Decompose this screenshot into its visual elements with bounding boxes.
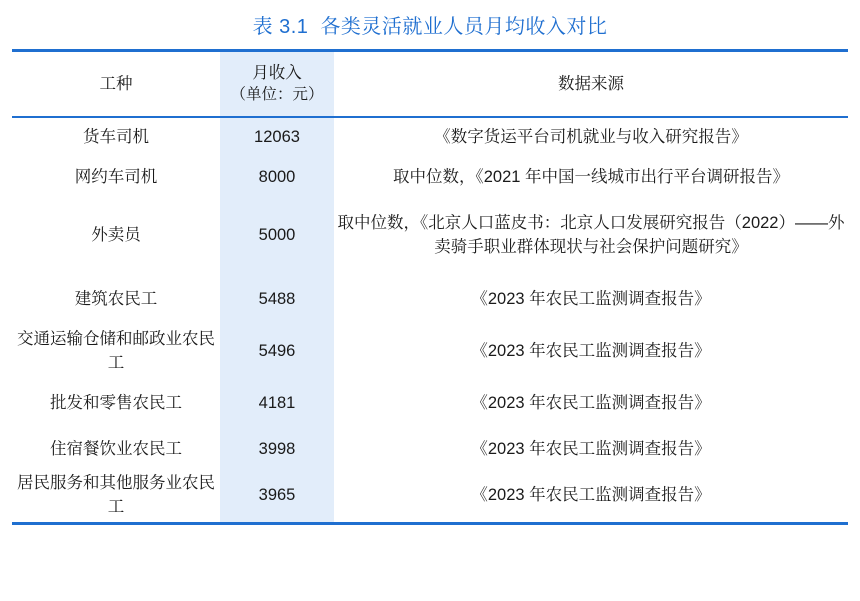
cell-job: 网约车司机	[74, 168, 158, 187]
table-row	[12, 326, 848, 378]
cell-source: 《2023 年农民工监测调查报告》	[471, 394, 711, 413]
cell-job: 居民服务和其他服务业农民工	[17, 474, 215, 516]
cell-income: 5496	[220, 326, 334, 378]
column-header-job: 工种	[99, 74, 133, 93]
table-row	[12, 378, 848, 430]
column-header-income-line1: 月收入	[252, 64, 302, 83]
column-header-income-unit: （单位：元）	[230, 85, 324, 103]
cell-job: 外卖员	[91, 226, 141, 245]
cell-source: 取中位数，《2021 年中国一线城市出行平台调研报告》	[392, 168, 790, 187]
cell-source: 《2023 年农民工监测调查报告》	[471, 440, 711, 459]
cell-job: 住宿餐饮业农民工	[50, 440, 182, 459]
cell-source: 取中位数，《北京人口蓝皮书：北京人口发展研究报告（2022）——外卖骑手职业群体现状与社会保护问题研究》	[337, 214, 845, 256]
cell-job: 批发和零售农民工	[50, 394, 182, 413]
table-row	[12, 470, 848, 522]
table-row	[12, 274, 848, 326]
cell-income: 5488	[220, 274, 334, 326]
cell-job: 交通运输仓储和邮政业农民工	[17, 330, 215, 372]
cell-income: 3998	[220, 430, 334, 470]
income-comparison-table	[12, 52, 848, 116]
cell-job: 货车司机	[83, 128, 149, 147]
cell-income: 3965	[220, 470, 334, 522]
income-comparison-body	[12, 118, 848, 522]
table-header-row	[12, 52, 848, 116]
table-number: 表 3.1	[252, 16, 309, 38]
column-header-income	[220, 52, 334, 116]
cell-income: 12063	[220, 118, 334, 158]
cell-job: 建筑农民工	[74, 290, 158, 309]
cell-source: 《2023 年农民工监测调查报告》	[471, 486, 711, 505]
table-row	[12, 198, 848, 274]
cell-income: 8000	[220, 158, 334, 198]
cell-income: 5000	[220, 198, 334, 274]
cell-source: 《数字货运平台司机就业与收入研究报告》	[434, 128, 748, 147]
table-row	[12, 430, 848, 470]
table-title-text: 各类灵活就业人员月均收入对比	[320, 16, 608, 38]
cell-source: 《2023 年农民工监测调查报告》	[471, 342, 711, 361]
column-header-source: 数据来源	[558, 74, 624, 93]
table-row	[12, 158, 848, 198]
table-bottom-rule	[12, 522, 848, 525]
cell-source: 《2023 年农民工监测调查报告》	[471, 290, 711, 309]
table-title	[0, 0, 860, 49]
table-row	[12, 118, 848, 158]
cell-income: 4181	[220, 378, 334, 430]
